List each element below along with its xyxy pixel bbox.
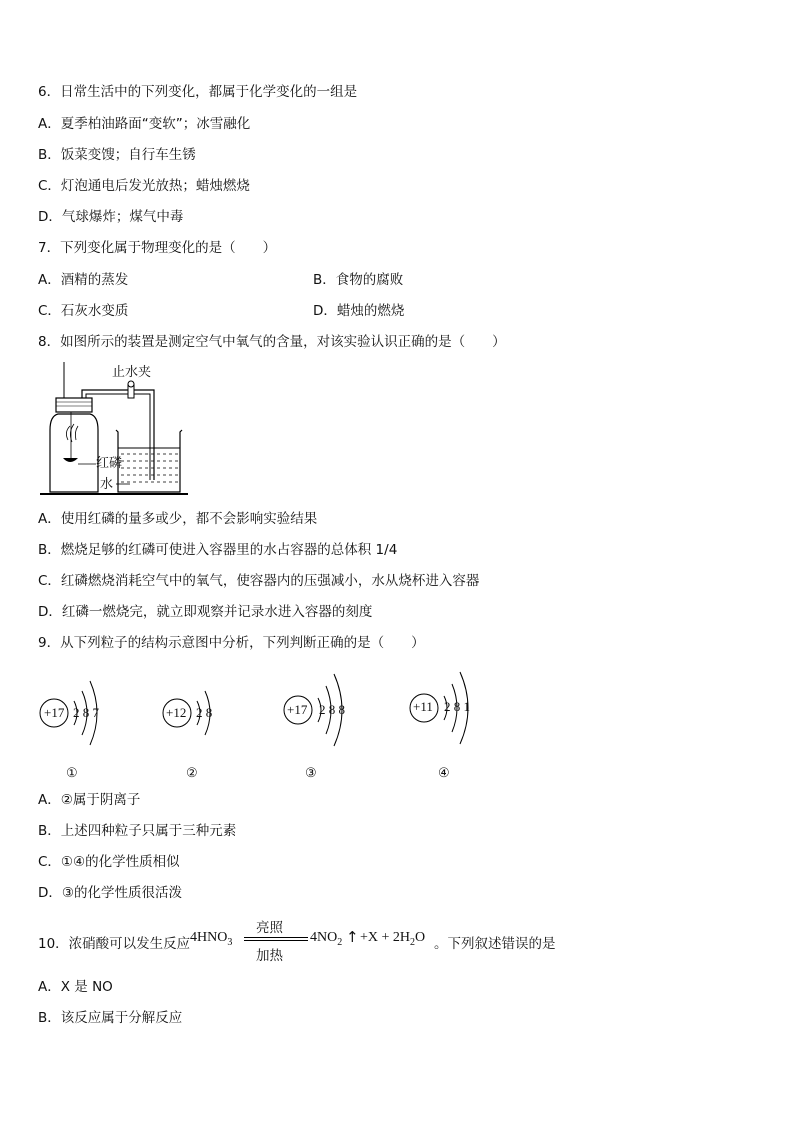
atom-2-shells: 2 8 <box>196 705 213 720</box>
q8-option-c: C．红磷燃烧消耗空气中的氧气，使容器内的压强减小，水从烧杯进入容器 <box>38 573 480 589</box>
q9-stem: 9．从下列粒子的结构示意图中分析，下列判断正确的是（ ） <box>38 635 425 651</box>
q6-option-a: A．夏季柏油路面“变软”；冰雪融化 <box>38 116 251 132</box>
q7-option-a: A．酒精的蒸发 <box>38 272 129 288</box>
q10-condition-top: 亮照 <box>256 920 283 936</box>
q10-reaction-line-1 <box>244 937 308 938</box>
q9-option-a: A．②属于阴离子 <box>38 792 141 808</box>
phosphorus-label: 红磷 <box>96 456 123 471</box>
atom-1-mark: ① <box>66 765 78 780</box>
q10-condition-bottom: 加热 <box>256 948 283 964</box>
q6-option-c: C．灯泡通电后发光放热；蜡烛燃烧 <box>38 178 250 194</box>
atom-3-shells: 2 8 8 <box>319 702 345 717</box>
q8-stem: 8．如图所示的装置是测定空气中氧气的含量，对该实验认识正确的是（ ） <box>38 334 506 350</box>
atom-2-mark: ② <box>186 765 198 780</box>
q9-option-c: C．①④的化学性质相似 <box>38 854 180 870</box>
atom-1-nucleus: +17 <box>44 705 65 720</box>
q8-option-a: A．使用红磷的量多或少，都不会影响实验结果 <box>38 511 318 527</box>
q10-prefix: 10．浓硝酸可以发生反应 <box>38 936 191 952</box>
gas-arrow-icon: ↑ <box>346 928 359 946</box>
clamp-label: 止水夹 <box>112 365 152 380</box>
q8-option-b: B．燃烧足够的红磷可使进入容器里的水占容器的总体积 1/4 <box>38 542 398 558</box>
atom-3-mark: ③ <box>305 765 317 780</box>
q10-reaction-line-2 <box>244 940 308 941</box>
atom-2-nucleus: +12 <box>166 705 187 720</box>
q10-stem <box>38 920 598 966</box>
q10-reactant: $4HNO_3$ <box>190 930 233 948</box>
atom-4-mark: ④ <box>438 765 450 780</box>
q7-stem: 7．下列变化属于物理变化的是（ ） <box>38 240 277 256</box>
atom-1-shells: 2 8 7 <box>73 705 99 720</box>
q7-option-c: C．石灰水变质 <box>38 303 129 319</box>
q10-product-no2: $4NO_2$ <box>310 930 343 948</box>
q10-option-a: A．X 是 NO <box>38 979 113 995</box>
q9-option-b: B．上述四种粒子只属于三种元素 <box>38 823 237 839</box>
atom-4-nucleus: +11 <box>413 699 433 714</box>
q9-option-d: D．③的化学性质很活泼 <box>38 885 182 901</box>
atom-3-nucleus: +17 <box>287 702 308 717</box>
q10-option-b: B．该反应属于分解反应 <box>38 1010 183 1026</box>
q7-option-d: D．蜡烛的燃烧 <box>313 303 405 319</box>
q8-option-d: D．红磷一燃烧完，就立即观察并记录水进入容器的刻度 <box>38 604 373 620</box>
q10-suffix: 。下列叙述错误的是 <box>434 936 556 952</box>
atom-4-shells: 2 8 1 <box>444 699 470 714</box>
q6-option-d: D．气球爆炸；煤气中毒 <box>38 209 184 225</box>
water-label: 水 <box>100 477 114 492</box>
q6-option-b: B．饭菜变馊；自行车生锈 <box>38 147 196 163</box>
q6-stem: 6．日常生活中的下列变化，都属于化学变化的一组是 <box>38 84 358 100</box>
q10-products-rest: $+X + 2H_2O$ <box>360 930 426 948</box>
q7-option-b: B．食物的腐败 <box>313 272 404 288</box>
